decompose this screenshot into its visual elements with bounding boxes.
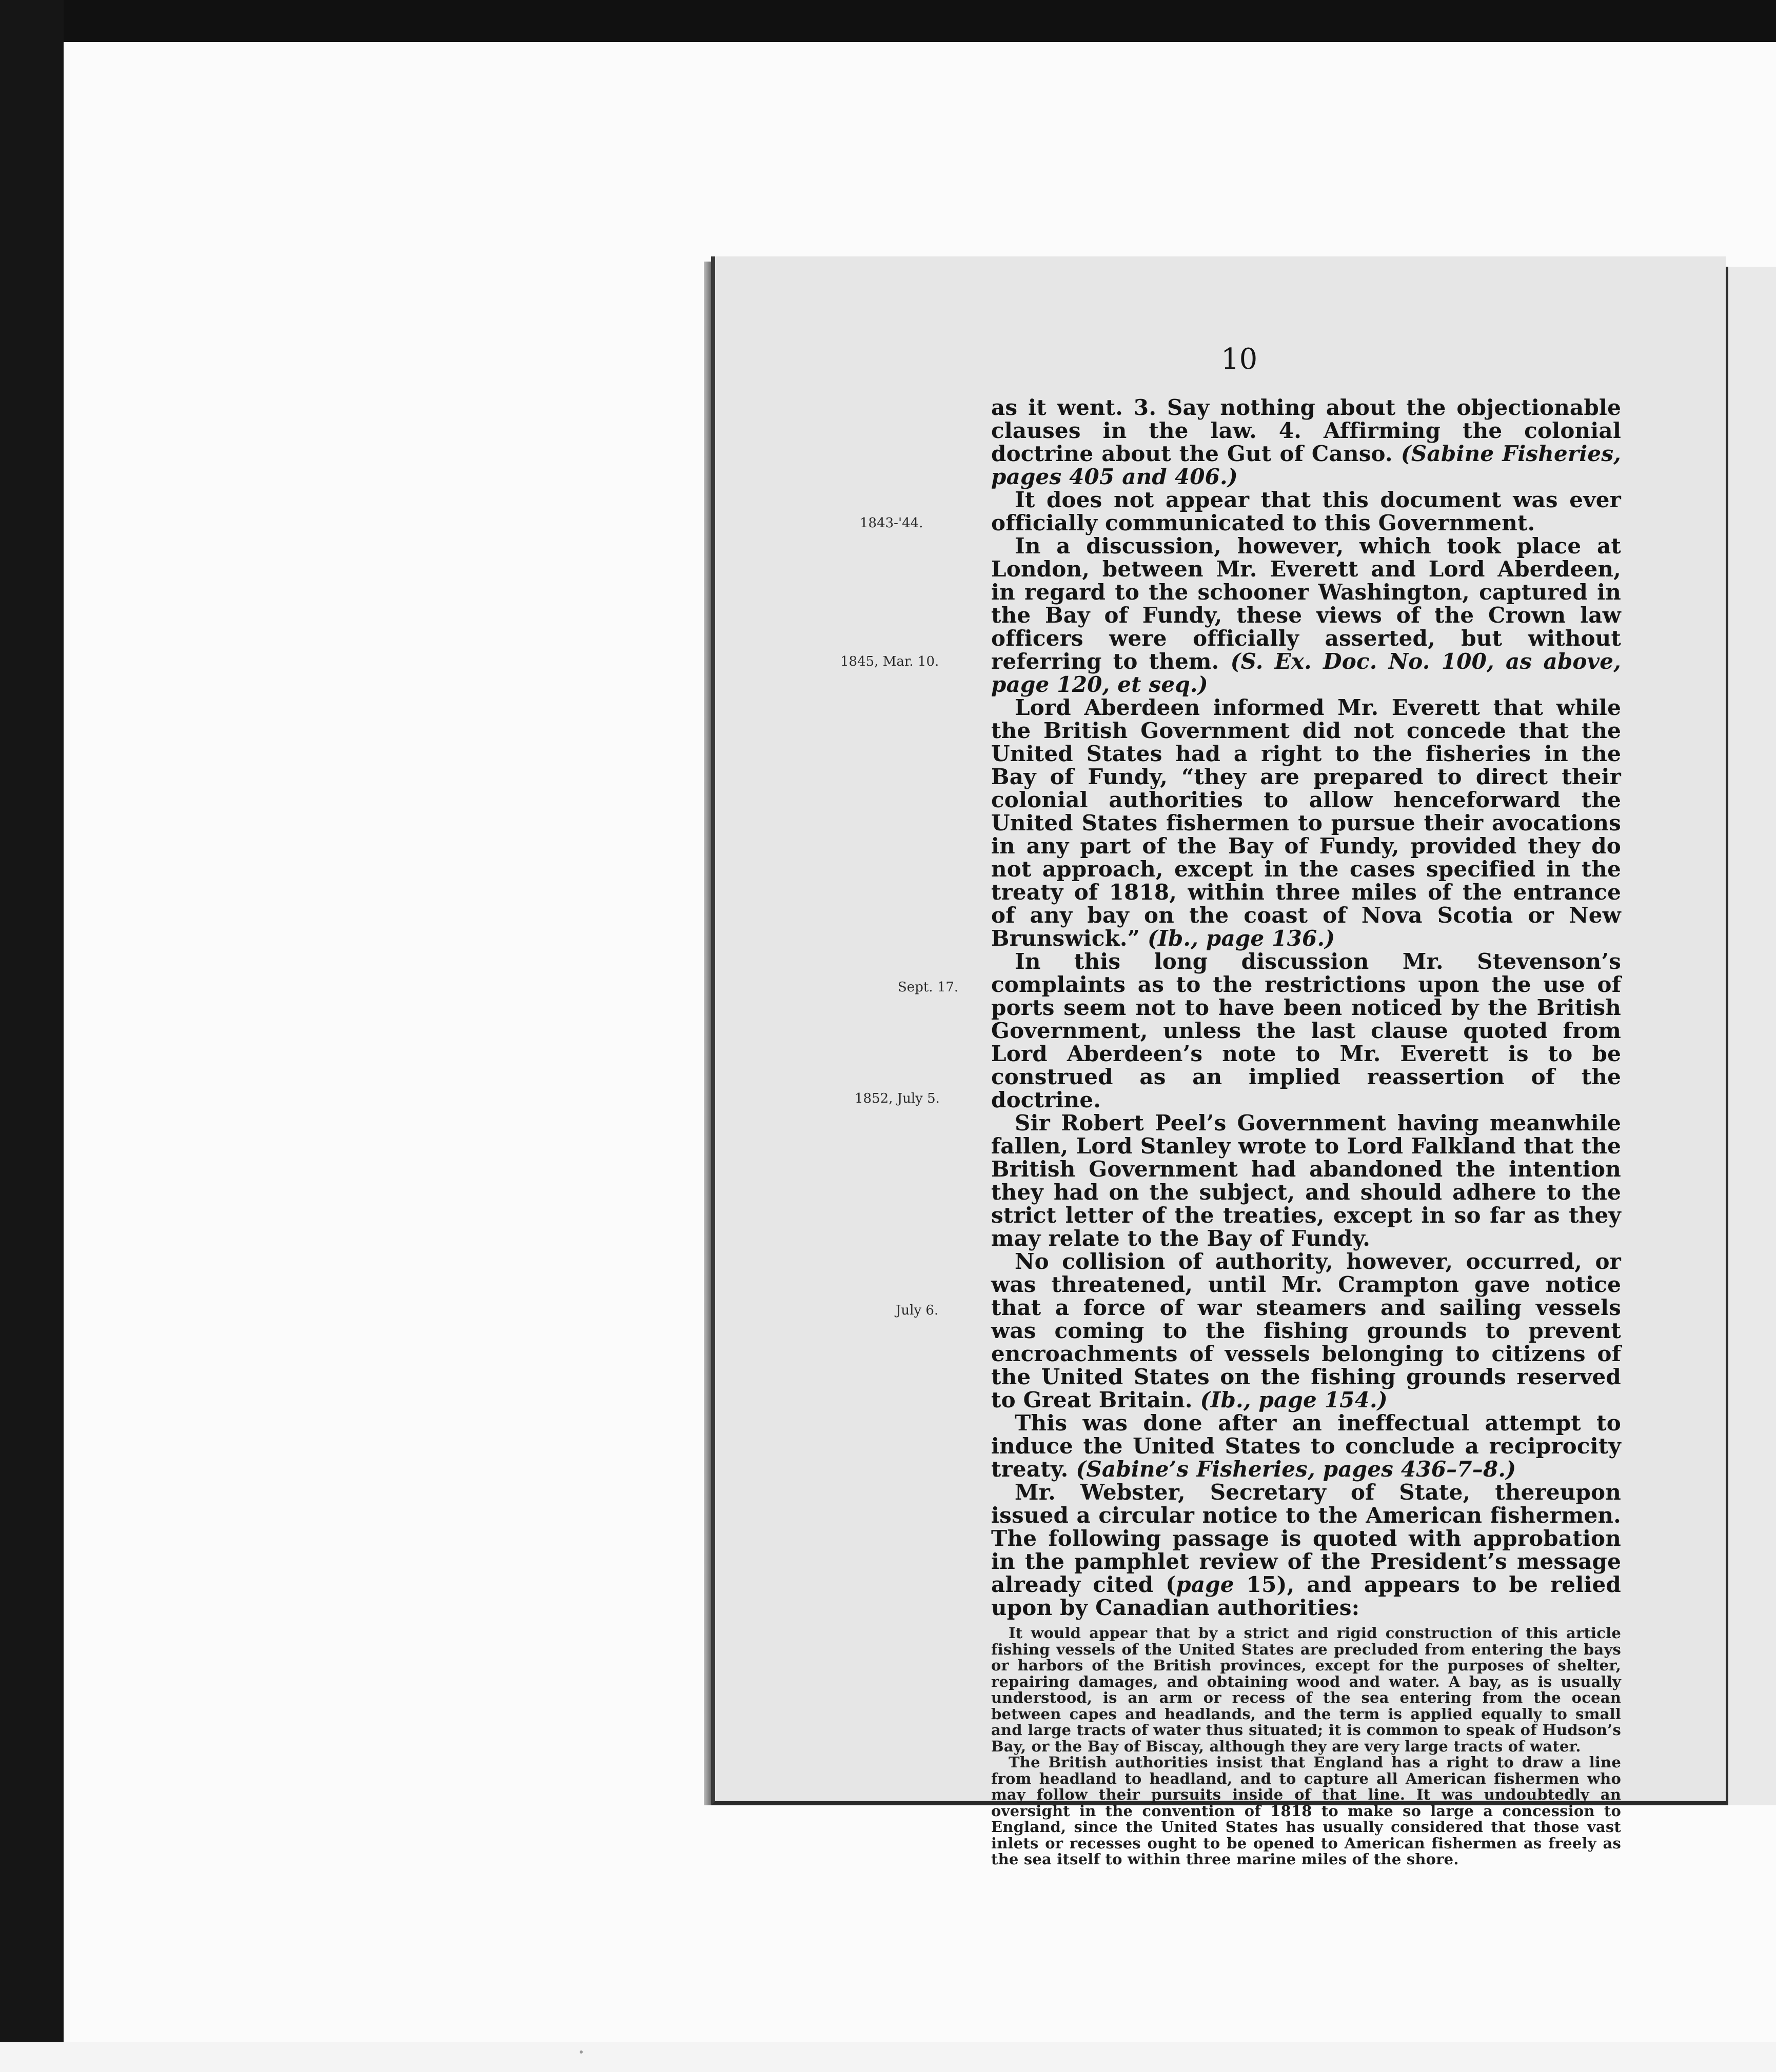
paragraph-9 <box>991 1481 1621 1619</box>
citation: (Ib., page 154.) <box>1200 1387 1388 1412</box>
paragraph-4-text: Lord Aberdeen informed Mr. Everett that while the British Government did not concede that the United States had a right to the fisheries in the Bay of Fundy, “they are prepared to direct their colonial authorities to allow henceforward the United States fishermen to pursue their avocations in any part of the Bay of Fundy, provided they do not approach, except in the cases specified in the treaty of 1818, within three miles of the entrance of any bay on the coast of Nova Scotia or New Brunswick.” <box>991 695 1621 951</box>
margin-note-1843: 1843-'44. <box>860 515 923 531</box>
citation: (Ib., page 136.) <box>1147 926 1335 951</box>
margin-note-sept: Sept. 17. <box>898 980 959 995</box>
extract-paragraph-1: It would appear that by a strict and rigid construction of this article fishing vessels of the United States are precluded from entering the bays or harbors of the British provinces, except for the purposes of shelter, repairing damages, and obtaining wood and water. A bay, as is usually understood, is an arm or recess of the sea entering from the ocean between capes and headlands, and the term is applied equally to small and large tracts of water thus situated; it is common to speak of Hudson’s Bay, or the Bay of Biscay, although they are very large tracts of water. <box>991 1624 1621 1755</box>
paragraph-8 <box>991 1411 1621 1481</box>
margin-note-1845: 1845, Mar. 10. <box>840 654 939 669</box>
paragraph-3-text: In a discussion, however, which took place at London, between Mr. Everett and Lord Aberdeen, in regard to the schooner Washington, captured in the Bay of Fundy, these views of the Crown law officers were officially asserted, but without referring to them. <box>991 533 1621 674</box>
citation: (Sabine Fisheries, pages 405 and 406.) <box>991 441 1621 489</box>
paragraph-6: Sir Robert Peel’s Government having meanwhile fallen, Lord Stanley wrote to Lord Falkland that the British Government had abandoned the intention they had on the subject, and should adhere to the strict letter of the treaties, except in so far as they may relate to the Bay of Fundy. <box>991 1110 1621 1251</box>
paragraph-2: It does not appear that this document was ever officially communicated to this Government. <box>991 487 1621 535</box>
paragraph-7 <box>991 1250 1621 1411</box>
citation: (Sabine’s Fisheries, pages 436–7–8.) <box>1076 1457 1516 1482</box>
citation: (S. Ex. Doc. No. 100, as above, page 120, et seq.) <box>991 649 1621 697</box>
page-number: 10 <box>1221 343 1258 376</box>
extract-paragraph-2: The British authorities insist that England has a right to draw a line from headland to headland, and to capture all American fishermen who may follow their pursuits inside of that line. It was undoubtedly an oversight in the convention of 1818 to make so large a concession to England, since the United States has usually considered that those vast inlets or recesses ought to be opened to American fishermen as freely as the sea itself to within three marine miles of the shore. <box>991 1754 1621 1868</box>
paragraph-8-text: This was done after an ineffectual attempt to induce the United States to conclude a reciprocity treaty. <box>991 1410 1621 1482</box>
paragraph-3 <box>991 534 1621 696</box>
margin-note-1852: 1852, July 5. <box>855 1091 940 1106</box>
paragraph-5: In this long discussion Mr. Stevenson’s complaints as to the restrictions upon the use of ports seem not to have been noticed by the British Government, unless the last clause quoted from Lord Aberdeen’s note to Mr. Everett is to be construed as an implied reassertion of the doctrine. <box>991 949 1621 1112</box>
citation: page <box>1176 1572 1234 1597</box>
quoted-extract <box>991 1625 1621 1868</box>
film-bottom-strip <box>0 2042 1776 2072</box>
adjacent-page-edge <box>1726 267 1776 1805</box>
page-binding-shadow <box>704 262 711 1805</box>
paragraph-9-text-b: 15), and appears to be relied upon by Canadian authorities: <box>991 1572 1621 1620</box>
paragraph-1-text: as it went. 3. Say nothing about the objectionable clauses in the law. 4. Affirming the colonial doctrine about the Gut of Canso. <box>991 395 1621 466</box>
margin-note-july6: July 6. <box>896 1303 939 1318</box>
paragraph-7-text: No collision of authority, however, occurred, or was threatened, until Mr. Crampton gave notice that a force of war steamers and sailing vessels was coming to the fishing grounds to prevent encroachments of vessels belonging to citizens of the United States on the fishing grounds reserved to Great Britain. <box>991 1249 1621 1412</box>
body-text <box>991 396 1621 1868</box>
film-speck <box>580 2050 583 2054</box>
film-left-edge <box>0 0 64 2072</box>
paragraph-4 <box>991 696 1621 950</box>
paragraph-1 <box>991 396 1621 488</box>
paragraph-9-text-a: Mr. Webster, Secretary of State, thereupon issued a circular notice to the American fishermen. The following passage is quoted with approbation in the pamphlet review of the President’s message already cited ( <box>991 1480 1621 1597</box>
